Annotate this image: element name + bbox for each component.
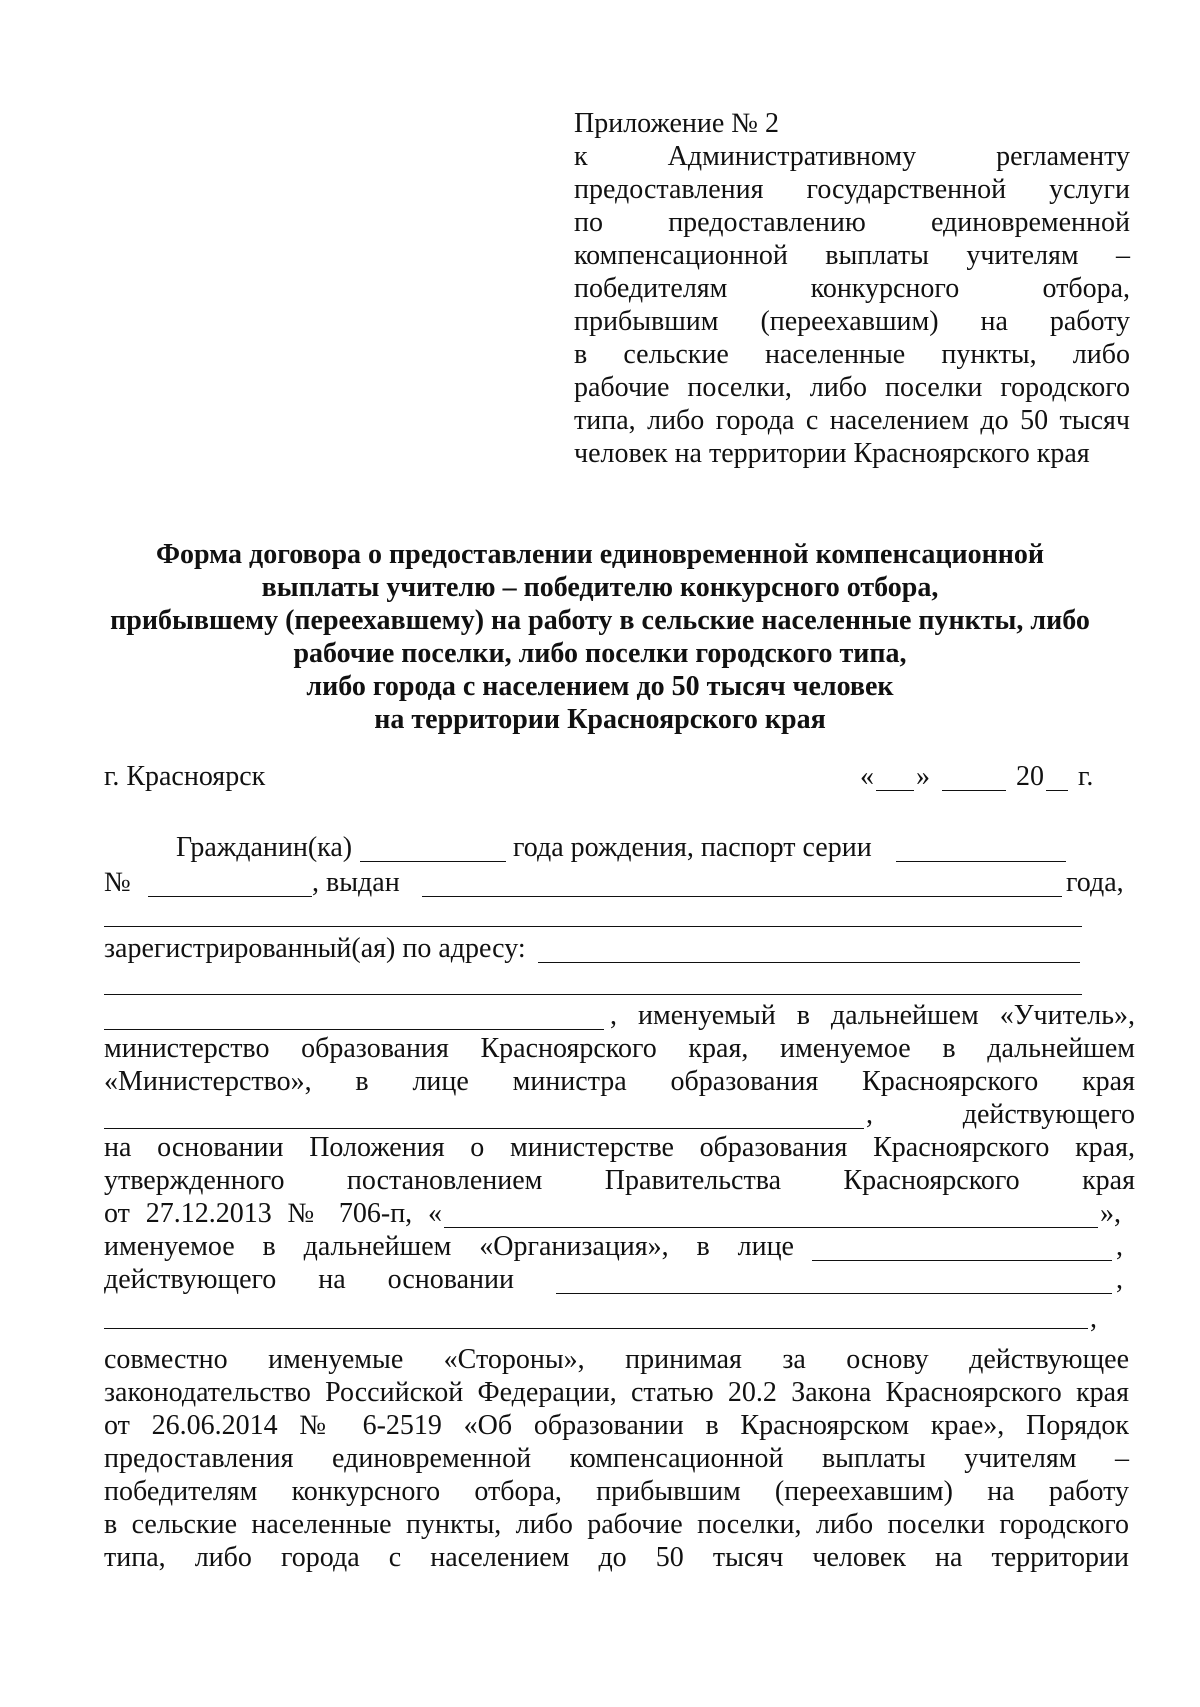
paragraph-line: совместно именуемые «Стороны», принимая за основу действующее bbox=[104, 1344, 1129, 1375]
year-prefix: 20 bbox=[1016, 761, 1044, 792]
paragraph-line: законодательство Российской Федерации, статью 20.2 Закона Красноярского края bbox=[104, 1377, 1129, 1408]
acting-label: , действующего bbox=[866, 1099, 1135, 1130]
teacher-named-text: , именуемый в дальнейшем «Учитель», bbox=[610, 1000, 1135, 1031]
org-named-text: именуемое в дальнейшем «Организация», в лице bbox=[104, 1231, 794, 1262]
birth-year-blank[interactable] bbox=[360, 835, 506, 862]
birth-label: года рождения, паспорт серии bbox=[513, 832, 872, 863]
decree-row bbox=[104, 1197, 1135, 1230]
issued-by-continuation-line[interactable] bbox=[104, 926, 1082, 927]
month-blank[interactable] bbox=[942, 764, 1006, 791]
address-row bbox=[104, 932, 1135, 965]
issued-label: , выдан bbox=[312, 867, 400, 898]
document-title bbox=[100, 538, 1100, 736]
title-line: на территории Красноярского края bbox=[374, 704, 826, 735]
annex-line: прибывшим (переехавшим) на работу bbox=[574, 306, 1130, 337]
number-label: № bbox=[104, 867, 131, 898]
annex-line: рабочие поселки, либо поселки городского bbox=[574, 372, 1130, 403]
issued-by-blank[interactable] bbox=[422, 870, 1062, 897]
ministry-line: министерство образования Красноярского края, именуемое в дальнейшем bbox=[104, 1033, 1135, 1064]
citizen-row bbox=[104, 831, 1135, 864]
decree-suffix: », bbox=[1100, 1198, 1121, 1229]
org-representative-blank[interactable] bbox=[812, 1234, 1112, 1261]
title-line: выплаты учителю – победителю конкурсного отбора, bbox=[261, 572, 939, 603]
title-line: рабочие поселки, либо поселки городского типа, bbox=[293, 638, 907, 669]
basis-comma: , bbox=[1116, 1264, 1123, 1295]
title-line: Форма договора о предоставлении единовременной компенсационной bbox=[155, 539, 1045, 570]
teacher-row bbox=[104, 999, 1135, 1032]
annex-line: по предоставлению единовременной bbox=[574, 207, 1130, 238]
paragraph-line: от 26.06.2014 № 6-2519 «Об образовании в Красноярском крае», Порядок bbox=[104, 1410, 1129, 1441]
basis-continuation-blank[interactable] bbox=[104, 1302, 1088, 1329]
date-close-quote: » bbox=[916, 761, 930, 792]
annex-heading: Приложение № 2 bbox=[574, 108, 779, 139]
teacher-name-blank[interactable] bbox=[104, 1003, 604, 1030]
annex-header bbox=[574, 107, 1130, 470]
annex-line: типа, либо города с населением до 50 тысяч bbox=[574, 405, 1130, 436]
ministry-person-line: «Министерство», в лице министра образования Красноярского края bbox=[104, 1066, 1135, 1097]
annex-line: к Административному регламенту bbox=[574, 141, 1130, 172]
address-blank[interactable] bbox=[538, 936, 1080, 963]
minister-row bbox=[104, 1098, 1135, 1131]
title-line: либо города с населением до 50 тысяч человек bbox=[306, 671, 894, 702]
decree-prefix: от 27.12.2013 № 706-п, « bbox=[104, 1198, 442, 1229]
passport-number-row bbox=[104, 866, 1135, 899]
annex-line: компенсационной выплаты учителям – bbox=[574, 240, 1130, 271]
year-label: года, bbox=[1066, 867, 1124, 898]
paragraph-line: победителям конкурсного отбора, прибывшим (переехавшим) на работу bbox=[104, 1476, 1129, 1507]
city-label: г. Красноярск bbox=[104, 761, 266, 792]
paragraph-line: в сельские населенные пункты, либо рабочие поселки, либо поселки городского bbox=[104, 1509, 1129, 1540]
annex-line: человек на территории Красноярского края bbox=[574, 438, 1090, 469]
basis-continuation-comma: , bbox=[1090, 1303, 1097, 1334]
passport-number-blank[interactable] bbox=[148, 870, 312, 897]
registered-label: зарегистрированный(ая) по адресу: bbox=[104, 933, 526, 964]
paragraph-line: предоставления единовременной компенсационной выплаты учителям – bbox=[104, 1443, 1129, 1474]
basis-line: на основании Положения о министерстве образования Красноярского края, bbox=[104, 1132, 1135, 1163]
organization-row bbox=[104, 1230, 1135, 1263]
org-comma: , bbox=[1116, 1231, 1123, 1262]
approved-line: утвержденного постановлением Правительства Красноярского края bbox=[104, 1165, 1135, 1196]
citizen-label: Гражданин(ка) bbox=[176, 832, 353, 863]
year-blank[interactable] bbox=[1046, 764, 1068, 791]
acting-basis-text: действующего на основании bbox=[104, 1264, 514, 1295]
minister-name-blank[interactable] bbox=[104, 1102, 864, 1129]
organization-name-blank[interactable] bbox=[444, 1201, 1098, 1228]
day-blank[interactable] bbox=[876, 764, 914, 791]
place-date-row bbox=[104, 760, 1135, 793]
annex-line: победителям конкурсного отбора, bbox=[574, 273, 1130, 304]
title-line: прибывшему (переехавшему) на работу в сельские населенные пункты, либо bbox=[110, 605, 1090, 636]
annex-line: предоставления государственной услуги bbox=[574, 174, 1130, 205]
address-continuation-line[interactable] bbox=[104, 994, 1082, 995]
annex-line: в сельские населенные пункты, либо bbox=[574, 339, 1130, 370]
basis-continuation-row bbox=[104, 1302, 1135, 1335]
passport-series-blank[interactable] bbox=[896, 835, 1066, 862]
date-open-quote: « bbox=[860, 761, 874, 792]
paragraph-line: типа, либо города с населением до 50 тысяч человек на территории bbox=[104, 1542, 1129, 1573]
year-suffix: г. bbox=[1078, 761, 1094, 792]
acting-basis-row bbox=[104, 1263, 1135, 1296]
basis-document-blank[interactable] bbox=[556, 1267, 1112, 1294]
